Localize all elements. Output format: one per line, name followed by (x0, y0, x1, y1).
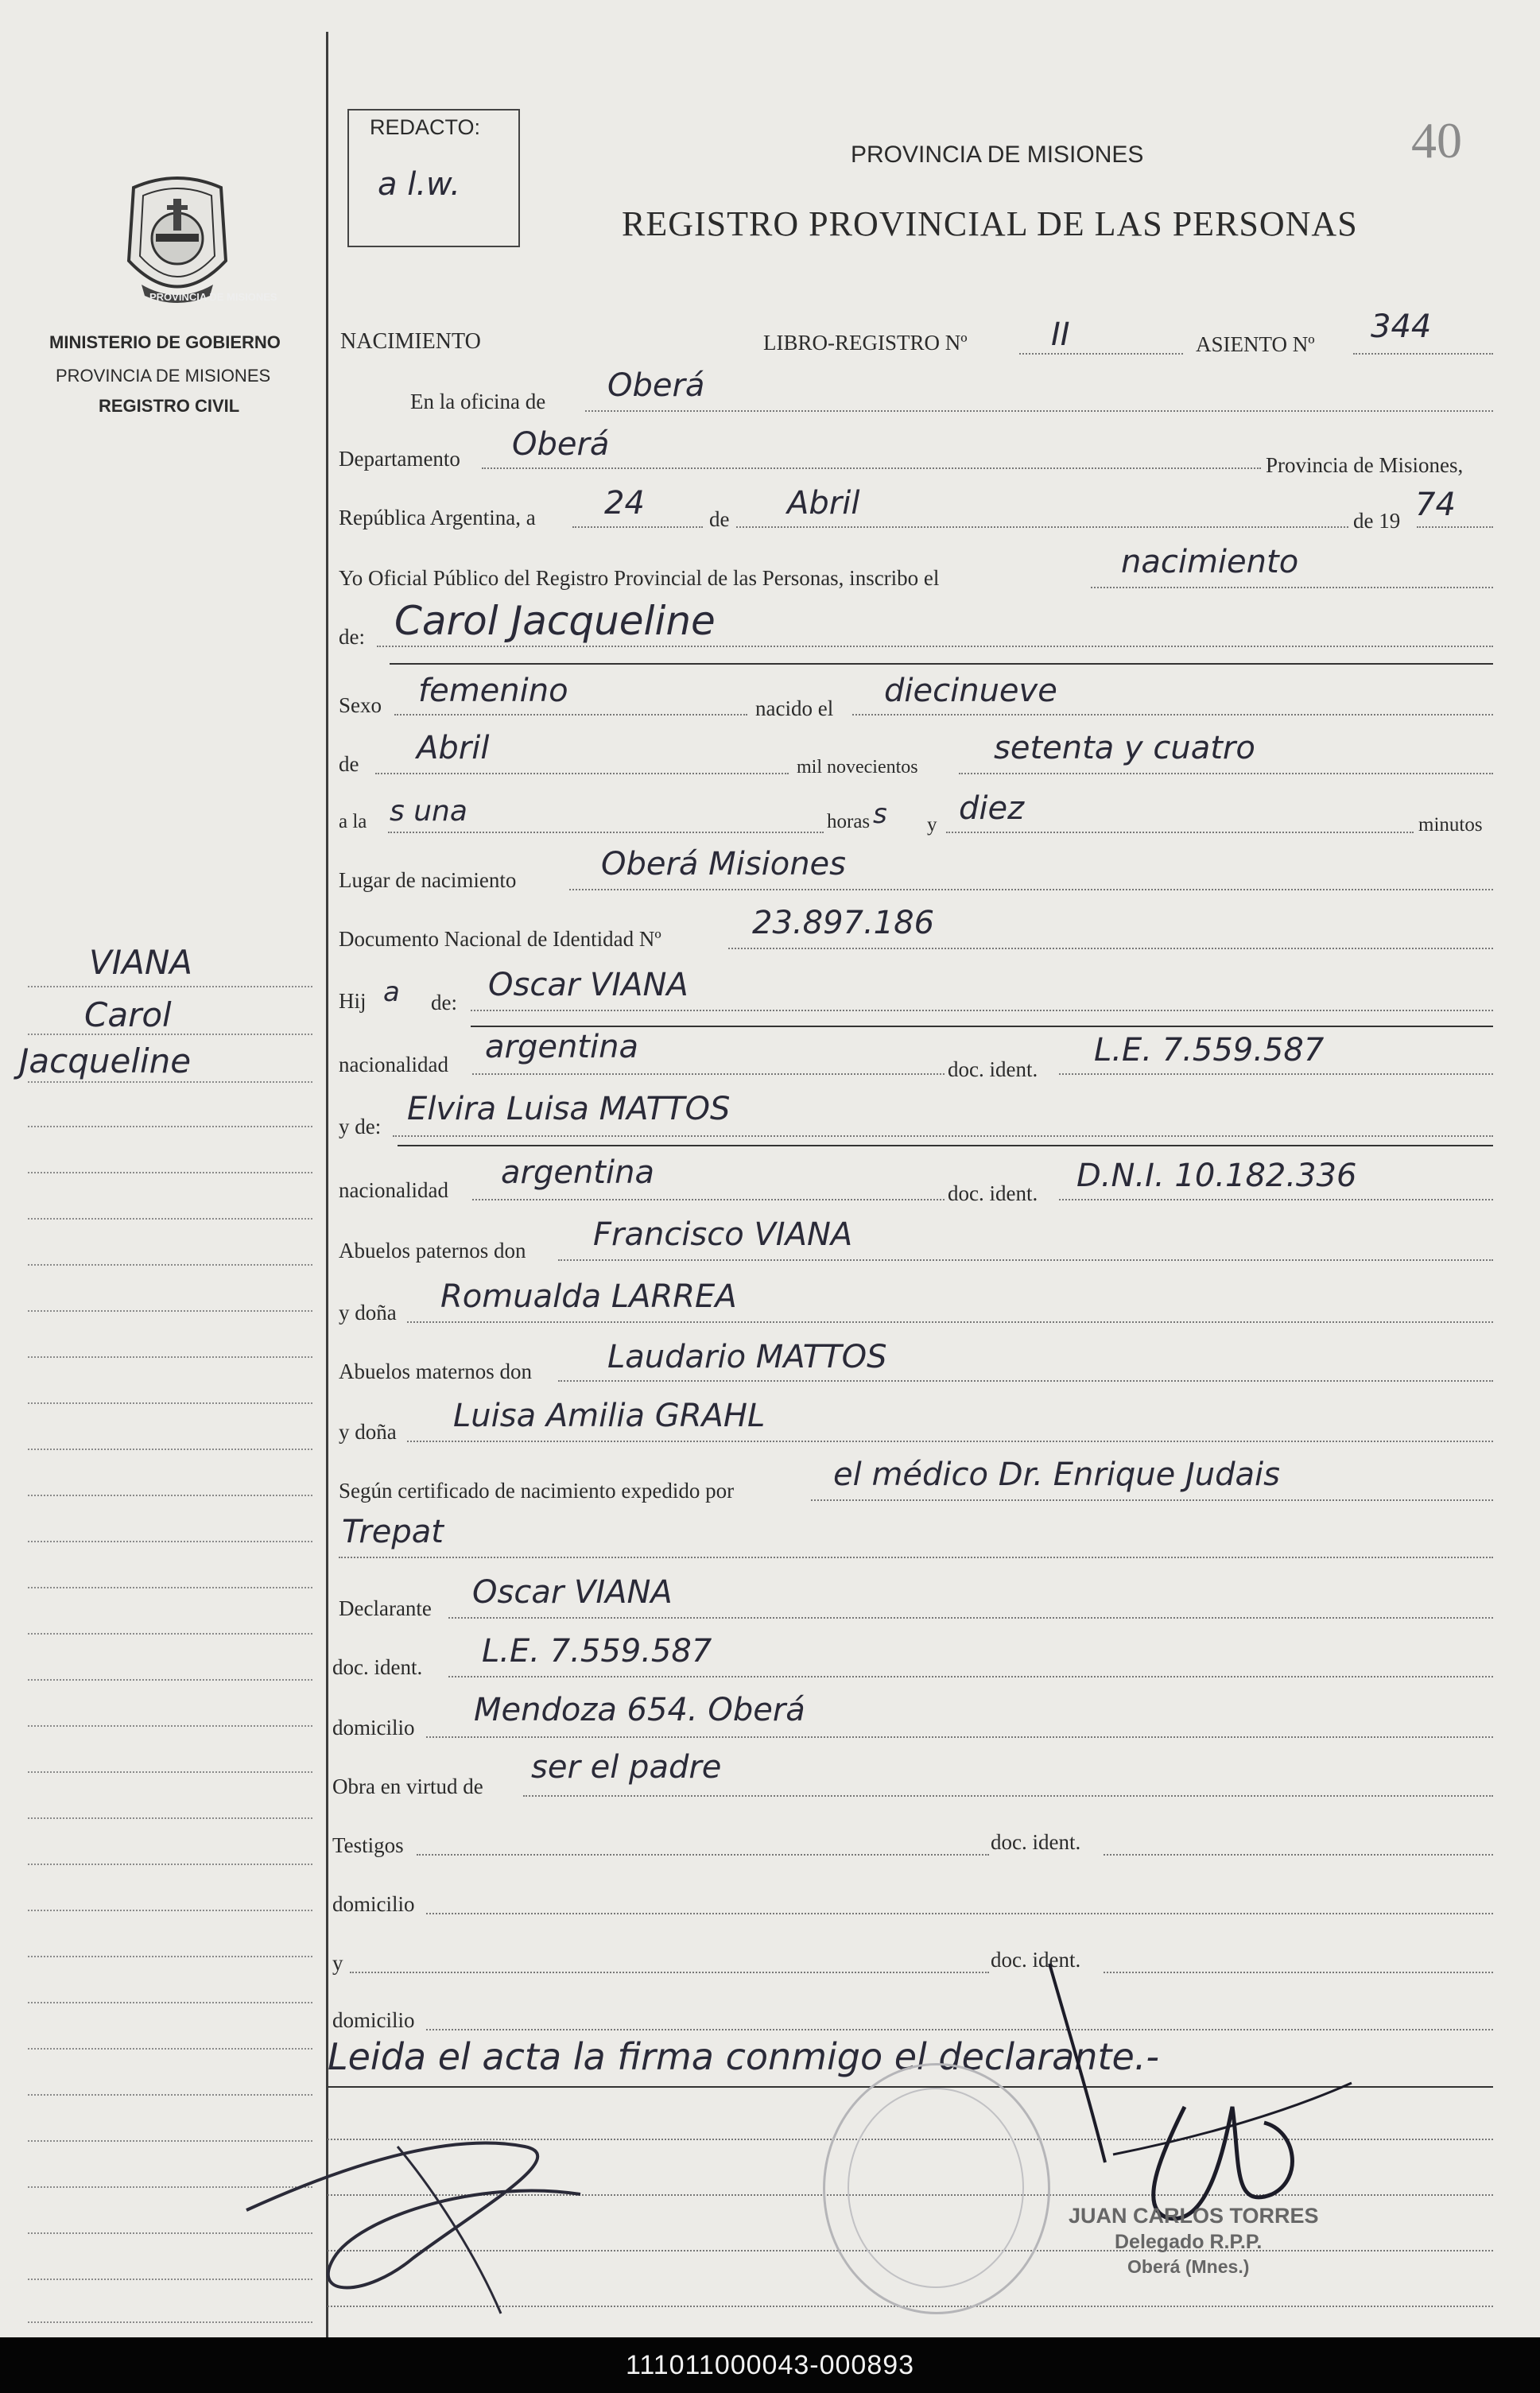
de-label-1: de (709, 507, 730, 531)
ministry-line3: REGISTRO CIVIL (99, 396, 240, 416)
horas-s: s (873, 798, 887, 830)
anio-nac-value: setenta y cuatro (994, 730, 1255, 766)
header-province: PROVINCIA DE MISIONES (851, 142, 1144, 168)
minutos-label: minutos (1418, 814, 1483, 836)
obra-label: Obra en virtud de (332, 1774, 483, 1798)
de-label-2: de: (339, 625, 365, 649)
minutos-value: diez (959, 790, 1025, 827)
seal-ribbon-text: PROVINCIA DE MISIONES (149, 291, 277, 303)
departamento-label: Departamento (339, 447, 460, 471)
nacido-value: diecinueve (884, 673, 1057, 709)
official-place: Oberá (Mnes.) (1127, 2256, 1250, 2277)
testigos-doc-label: doc. ident. (991, 1830, 1081, 1854)
madre-nac-value: argentina (501, 1154, 654, 1191)
nacido-label: nacido el (755, 696, 834, 720)
domicilio-label: domicilio (332, 1716, 415, 1739)
testigos-domicilio-label: domicilio (332, 1892, 415, 1916)
y-label: y (927, 814, 937, 836)
mes-nac-value: Abril (417, 730, 490, 766)
departamento-value: Oberá (512, 426, 610, 463)
padre-nac-label: nacionalidad (339, 1053, 448, 1076)
lugar-value: Oberá Misiones (601, 846, 847, 882)
de-label-3: de (339, 752, 359, 776)
cert-label: Según certificado de nacimiento expedido por (339, 1479, 735, 1503)
obra-value: ser el padre (531, 1749, 722, 1786)
madre-doc-value: D.N.I. 10.182.336 (1076, 1158, 1357, 1194)
redacto-label: REDACTO: (370, 115, 481, 139)
oficial-value: nacimiento (1121, 544, 1299, 580)
declarante-value: Oscar VIANA (472, 1574, 673, 1611)
ministry-line2: PROVINCIA DE MISIONES (56, 366, 271, 386)
declarant-signature (239, 2099, 652, 2321)
redacto-box (347, 109, 520, 247)
dia-value: 24 (604, 485, 645, 522)
margin-rule (326, 32, 328, 2337)
provincia-label: Provincia de Misiones, (1266, 453, 1464, 477)
republica-label: República Argentina, a (339, 506, 536, 529)
ab-mat-don-value: Laudario MATTOS (607, 1339, 887, 1375)
ab-mat-label: Abuelos maternos don (339, 1359, 532, 1383)
hij-label: Hij (339, 989, 367, 1013)
official-signature (1034, 1956, 1367, 2242)
ab-pat-label: Abuelos paternos don (339, 1239, 526, 1262)
official-oval-stamp (823, 2063, 1050, 2314)
act-type: NACIMIENTO (340, 329, 481, 354)
anio-value: 74 (1415, 487, 1456, 523)
libro-label: LIBRO-REGISTRO Nº (763, 331, 968, 355)
oficina-value: Oberá (607, 367, 705, 404)
horas-label: horas (827, 811, 871, 832)
hora-value: s una (390, 795, 467, 828)
padre-doc-label: doc. ident. (948, 1057, 1038, 1081)
provincial-seal-logo (118, 173, 237, 307)
madre-value: Elvira Luisa MATTOS (407, 1091, 731, 1127)
closing-text: Leida el acta la firma conmigo el declarante.- (328, 2035, 1160, 2078)
testigos-label: Testigos (332, 1833, 404, 1857)
mes-value: Abril (787, 485, 860, 522)
official-name: JUAN CARLOS TORRES (1069, 2204, 1319, 2228)
ministry-line1: MINISTERIO DE GOBIERNO (49, 332, 281, 352)
decl-doc-value: L.E. 7.559.587 (482, 1633, 712, 1670)
testigos-y-label: y (332, 1951, 343, 1975)
anio-label: de 19 (1353, 509, 1401, 533)
madre-doc-label: doc. ident. (948, 1181, 1038, 1205)
hij-suffix: a (383, 976, 400, 1008)
footer-id: 111011000043-000893 (0, 2337, 1540, 2393)
ala-label: a la (339, 811, 367, 832)
testigos2-doc-label: doc. ident. (991, 1948, 1081, 1972)
sidebar-name1: Carol (84, 995, 172, 1034)
lugar-label: Lugar de nacimiento (339, 868, 517, 892)
sexo-label: Sexo (339, 693, 382, 717)
madre-nac-label: nacionalidad (339, 1178, 448, 1202)
cert-value: el médico Dr. Enrique Judais (833, 1456, 1280, 1493)
redacto-value: a l.w. (378, 166, 460, 203)
padre-nac-value: argentina (485, 1029, 638, 1065)
ab-pat-dona-value: Romualda LARREA (440, 1278, 737, 1315)
dni-value: 23.897.186 (752, 905, 935, 941)
sidebar-name2: Jacqueline (19, 1041, 192, 1080)
libro-value: II (1051, 316, 1070, 353)
sidebar-surname: VIANA (89, 943, 192, 982)
padre-value: Oscar VIANA (488, 967, 689, 1003)
ab-mat-dona-label: y doña (339, 1420, 397, 1444)
yde-label: y de: (339, 1115, 382, 1138)
cert-value-2: Trepat (342, 1514, 444, 1550)
mil-label: mil novecientos (797, 757, 918, 778)
sexo-value: femenino (418, 673, 568, 709)
oficina-label: En la oficina de (410, 390, 546, 413)
dni-label: Documento Nacional de Identidad Nº (339, 927, 661, 951)
domicilio-value: Mendoza 654. Oberá (474, 1692, 805, 1728)
decl-doc-label: doc. ident. (332, 1655, 423, 1679)
oficial-label: Yo Oficial Público del Registro Provincial de las Personas, inscribo el (339, 566, 940, 590)
asiento-value: 344 (1371, 308, 1432, 345)
official-title: Delegado R.P.P. (1115, 2231, 1263, 2253)
ab-pat-dona-label: y doña (339, 1301, 397, 1324)
page-number: 40 (1411, 112, 1462, 169)
declarante-label: Declarante (339, 1596, 432, 1620)
nombre-value: Carol Jacqueline (394, 598, 716, 644)
hij-de-label: de: (431, 991, 457, 1014)
ab-pat-don-value: Francisco VIANA (593, 1216, 853, 1253)
padre-doc-value: L.E. 7.559.587 (1094, 1032, 1325, 1069)
ab-mat-dona-value: Luisa Amilia GRAHL (453, 1398, 766, 1434)
header-registry: REGISTRO PROVINCIAL DE LAS PERSONAS (622, 204, 1358, 243)
asiento-label: ASIENTO Nº (1196, 332, 1315, 356)
testigos2-domicilio-label: domicilio (332, 2008, 415, 2032)
